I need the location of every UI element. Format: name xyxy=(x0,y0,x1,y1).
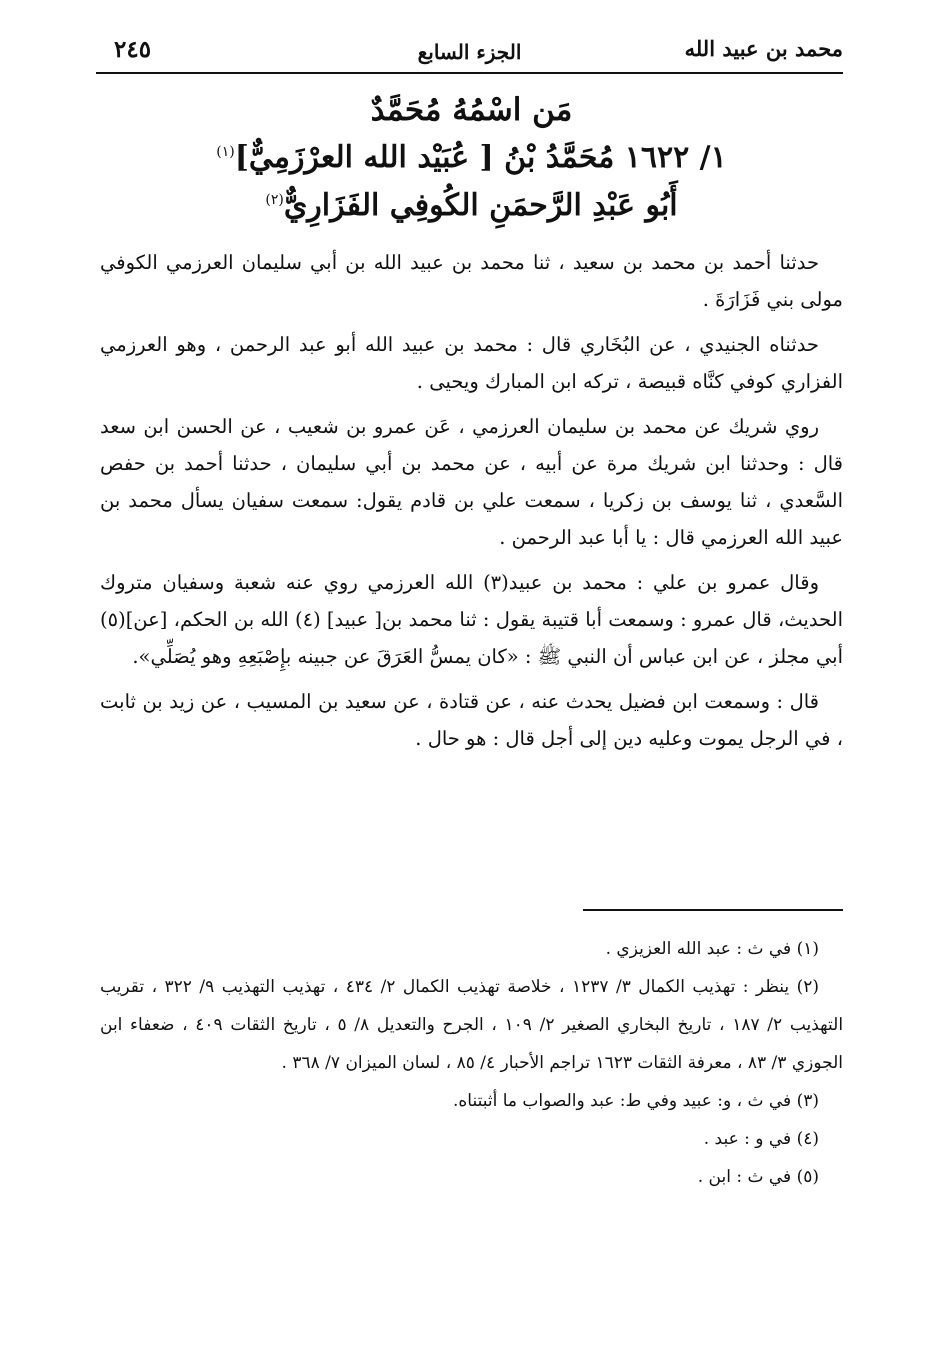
main-text xyxy=(100,244,843,765)
paragraph: حدثناه الجنيدي ، عن البُخَاري قال : محمد بن عبيد الله أبو عبد الرحمن ، وهو العرزمي الفزاري كوفي كنَّاه قبيصة ، تركه ابن المبارك ويحيى . xyxy=(100,333,843,393)
footnote-ref-1: (١) xyxy=(216,144,235,160)
footnote: (٣) في ث ، و: عبيد وفي ط: عبد والصواب ما أثبتناه. xyxy=(452,1091,819,1111)
entry-kunya xyxy=(100,188,843,223)
header-rule xyxy=(96,72,843,74)
paragraph: قال : وسمعت ابن فضيل يحدث عنه ، عن قتادة ، عن سعيد بن المسيب ، عن زيد بن ثابت ، في الرجل يموت وعليه دين إلى أجل قال : هو حال . xyxy=(100,690,843,750)
footnotes xyxy=(100,930,843,1196)
footnote: (٤) في و : عبد . xyxy=(703,1129,819,1149)
page-number: ٢٤٥ xyxy=(114,36,152,63)
paragraph: روي شريك عن محمد بن سليمان العرزمي ، عَن عمرو بن شعيب ، عن الحسن ابن سعد قال : وحدثنا ابن شريك مرة عن أبيه ، عن محمد بن أبي سليمان ، حدثنا أحمد بن حفص السَّعدي ، ثنا يوسف بن زكريا ، سمعت علي بن قادم يقول: سمعت سفيان يسأل محمد بن عبيد الله العرزمي قال : يا أبا عبد الرحمن . xyxy=(100,415,843,549)
entry-title-text: ١/ ١٦٢٢ مُحَمَّدُ بْنُ [ عُبَيْد الله العرْزَمِيٌّ] xyxy=(234,140,727,175)
entry-kunya-text: أَبُو عَبْدِ الرَّحمَنِ الكُوفِي الفَزَارِيٌّ xyxy=(283,188,678,223)
running-header-volume: الجزء السابع xyxy=(417,40,522,64)
entry-title xyxy=(100,140,843,175)
running-header-chapter: محمد بن عبيد الله xyxy=(684,36,843,61)
footnote-separator xyxy=(583,909,843,911)
footnote: (٢) ينظر : تهذيب الكمال ٣/ ١٢٣٧ ، خلاصة تهذيب الكمال ٢/ ٤٣٤ ، تهذيب التهذيب ٩/ ٣٢٢ ، تقريب التهذيب ٢/ ١٨٧ ، تاريخ البخاري الصغير ٢/ ١٠٩ ، الجرح والتعديل ٨/ ٥ ، تاريخ الثقات ٤٠٩ ، ضعفاء ابن الجوزي ٣/ ٨٣ ، معرفة الثقات ١٦٢٣ تراجم الأحبار ٤/ ٨٥ ، لسان الميزان ٧/ ٣٦٨ . xyxy=(100,977,844,1073)
footnote-ref-2: (٢) xyxy=(265,192,284,208)
paragraph: حدثنا أحمد بن محمد بن سعيد ، ثنا محمد بن عبيد الله بن أبي سليمان العرزمي الكوفي مولى بني فَزَارَةَ . xyxy=(100,251,843,311)
footnote: (٥) في ث : ابن . xyxy=(697,1167,819,1187)
section-title: مَن اسْمُهُ مُحَمَّدٌ xyxy=(370,92,573,128)
paragraph: وقال عمرو بن علي : محمد بن عبيد(٣) الله العرزمي روي عنه شعبة وسفيان متروك الحديث، قال عمرو : وسمعت أبا قتيبة يقول : ثنا محمد بن[ عبيد] (٤) الله بن الحكم، [عن](٥) أبي مجلز ، عن ابن عباس أن النبي ﷺ : «كان يمسُّ العَرَقَ عن جبينه بإِصْبَعِهِ وهو يُصَلِّي». xyxy=(100,571,843,668)
footnote: (١) في ث : عبد الله العزيزي . xyxy=(605,939,819,959)
running-header xyxy=(96,30,843,74)
